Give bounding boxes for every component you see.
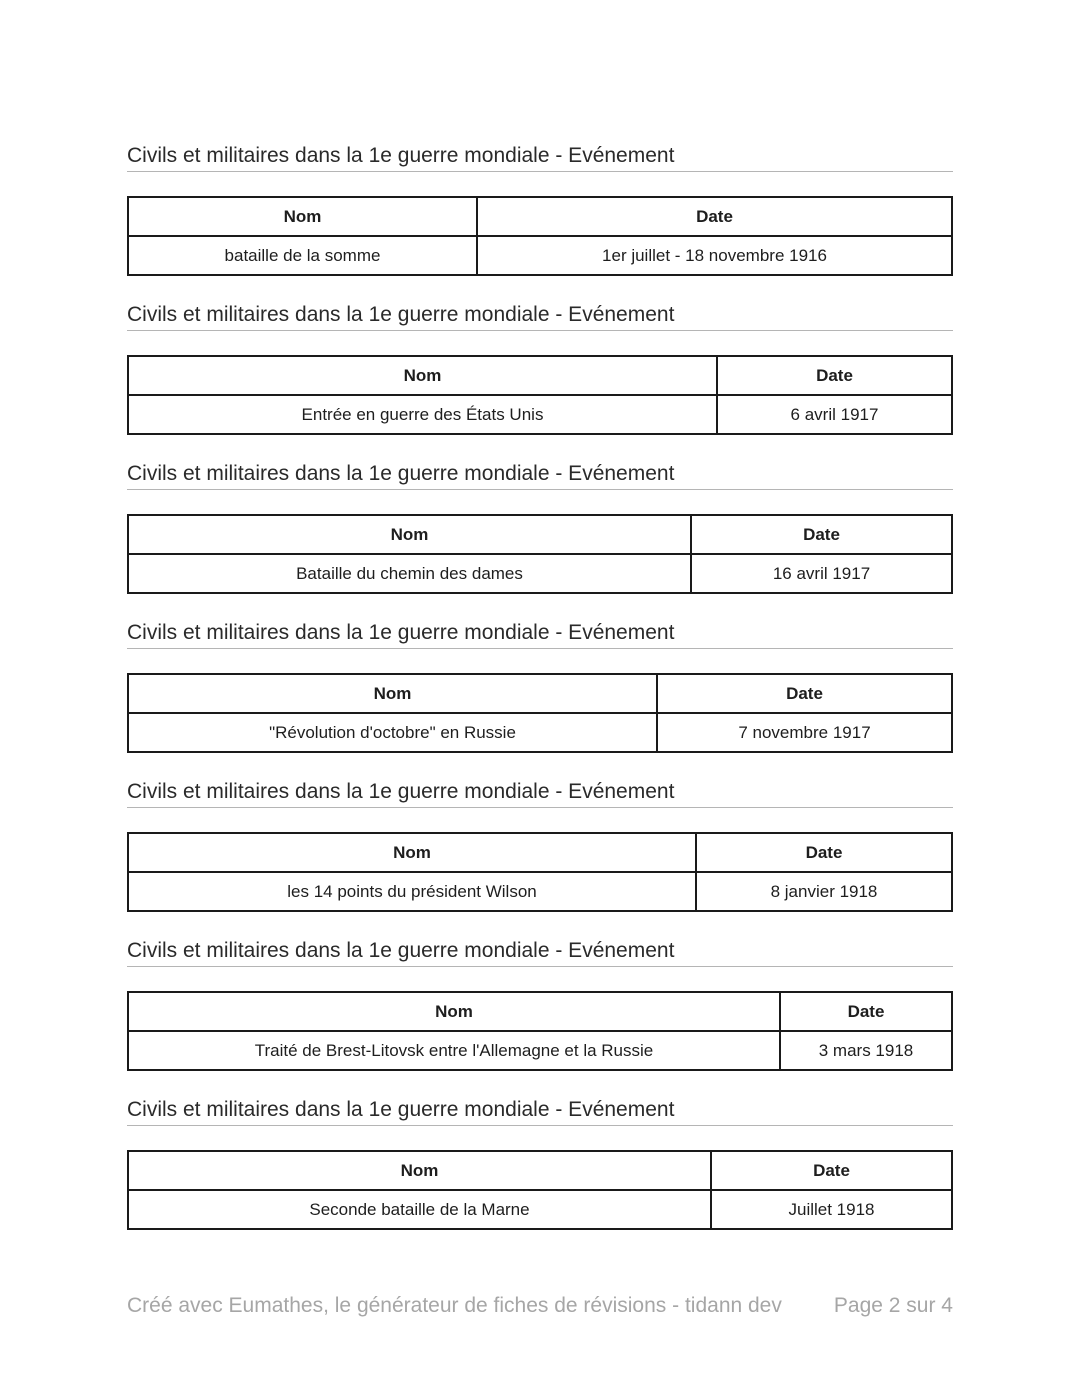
event-date-cell: 6 avril 1917: [717, 395, 952, 434]
event-table: [127, 673, 953, 753]
event-table: [127, 991, 953, 1071]
event-name-cell: "Révolution d'octobre" en Russie: [128, 713, 657, 752]
event-date-cell: 3 mars 1918: [780, 1031, 952, 1070]
event-table: [127, 196, 953, 276]
table-header-row: [128, 992, 952, 1031]
table-header-row: [128, 674, 952, 713]
section-title: Civils et militaires dans la 1e guerre mondiale - Evénement: [127, 938, 953, 967]
event-table: [127, 355, 953, 435]
event-section: [127, 143, 953, 276]
column-header-name: Nom: [128, 515, 691, 554]
event-section: [127, 938, 953, 1071]
event-table: [127, 514, 953, 594]
column-header-date: Date: [657, 674, 952, 713]
event-date-cell: 8 janvier 1918: [696, 872, 952, 911]
table-header-row: [128, 197, 952, 236]
table-header-row: [128, 833, 952, 872]
table-header-row: [128, 515, 952, 554]
column-header-name: Nom: [128, 197, 477, 236]
table-row: [128, 872, 952, 911]
event-date-cell: 16 avril 1917: [691, 554, 952, 593]
section-title: Civils et militaires dans la 1e guerre mondiale - Evénement: [127, 302, 953, 331]
table-row: [128, 1031, 952, 1070]
event-table: [127, 832, 953, 912]
column-header-date: Date: [717, 356, 952, 395]
event-name-cell: Traité de Brest-Litovsk entre l'Allemagne et la Russie: [128, 1031, 780, 1070]
column-header-date: Date: [711, 1151, 952, 1190]
event-date-cell: 7 novembre 1917: [657, 713, 952, 752]
event-section: [127, 779, 953, 912]
section-title: Civils et militaires dans la 1e guerre mondiale - Evénement: [127, 779, 953, 808]
event-name-cell: bataille de la somme: [128, 236, 477, 275]
table-row: [128, 1190, 952, 1229]
table-row: [128, 395, 952, 434]
column-header-name: Nom: [128, 356, 717, 395]
table-header-row: [128, 1151, 952, 1190]
column-header-date: Date: [780, 992, 952, 1031]
table-row: [128, 554, 952, 593]
table-row: [128, 236, 952, 275]
section-title: Civils et militaires dans la 1e guerre mondiale - Evénement: [127, 1097, 953, 1126]
event-date-cell: Juillet 1918: [711, 1190, 952, 1229]
page-number: Page 2 sur 4: [833, 1294, 953, 1317]
column-header-name: Nom: [128, 674, 657, 713]
section-title: Civils et militaires dans la 1e guerre mondiale - Evénement: [127, 620, 953, 649]
event-table: [127, 1150, 953, 1230]
column-header-date: Date: [477, 197, 952, 236]
page-footer: [127, 1294, 953, 1318]
footer-credit: Créé avec Eumathes, le générateur de fiches de révisions - tidann dev: [127, 1294, 782, 1317]
column-header-name: Nom: [128, 992, 780, 1031]
event-date-cell: 1er juillet - 18 novembre 1916: [477, 236, 952, 275]
column-header-name: Nom: [128, 833, 696, 872]
column-header-name: Nom: [128, 1151, 711, 1190]
section-title: Civils et militaires dans la 1e guerre mondiale - Evénement: [127, 143, 953, 172]
table-header-row: [128, 356, 952, 395]
section-title: Civils et militaires dans la 1e guerre mondiale - Evénement: [127, 461, 953, 490]
event-name-cell: Entrée en guerre des États Unis: [128, 395, 717, 434]
event-section: [127, 461, 953, 594]
event-name-cell: Seconde bataille de la Marne: [128, 1190, 711, 1229]
event-section: [127, 1097, 953, 1230]
column-header-date: Date: [696, 833, 952, 872]
column-header-date: Date: [691, 515, 952, 554]
table-row: [128, 713, 952, 752]
event-section: [127, 302, 953, 435]
event-name-cell: les 14 points du président Wilson: [128, 872, 696, 911]
event-section: [127, 620, 953, 753]
event-name-cell: Bataille du chemin des dames: [128, 554, 691, 593]
